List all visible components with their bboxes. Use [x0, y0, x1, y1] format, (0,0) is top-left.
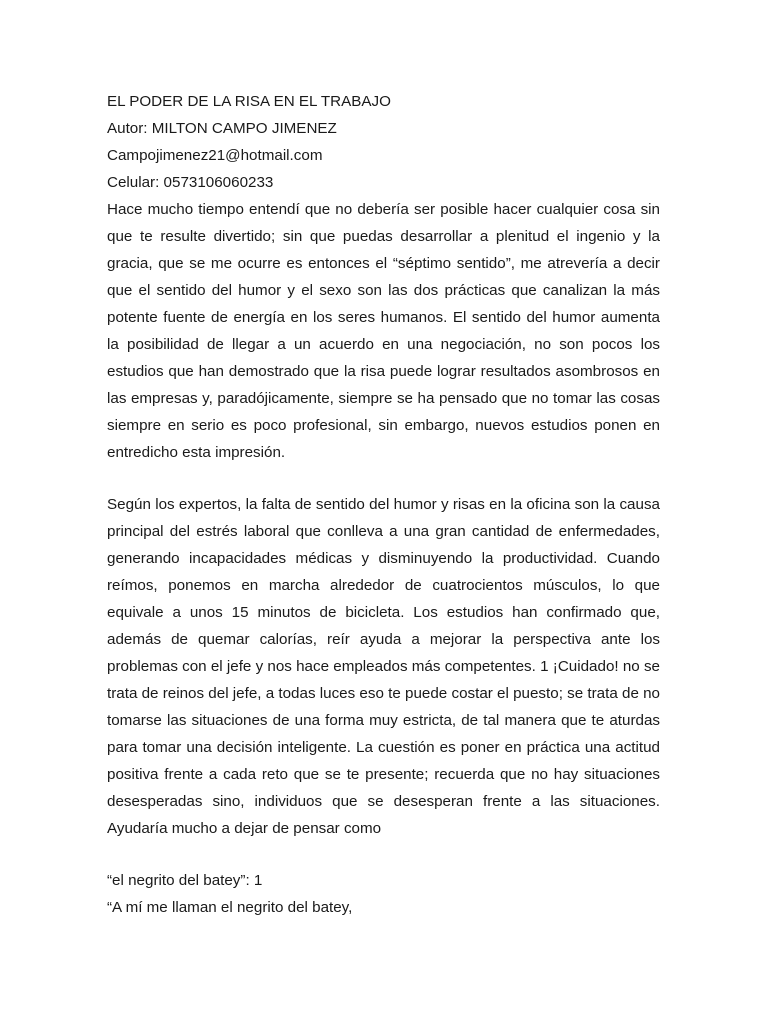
paragraph-1: Hace mucho tiempo entendí que no debería ser posible hacer cualquier cosa sin que te resulte divertido; sin que puedas desarrollar a plenitud el ingenio y la gracia, que se me ocurre es entonces el “séptimo sentido”, me atrevería a decir que el sentido del humor y el sexo son las dos prácticas que canalizan la más potente fuente de energía en los seres humanos. El sentido del humor aumenta la posibilidad de llegar a un acuerdo en una negociación, no son pocos los estudios que han demostrado que la risa puede lograr resultados asombrosos en las empresas y, paradójicamente, siempre se ha pensado que no tomar las cosas siempre en serio es poco profesional, sin embargo, nuevos estudios ponen en entredicho esta impresión. — [107, 201, 660, 461]
phone-line: Celular: 0573106060233 — [107, 174, 274, 191]
document-body — [107, 88, 660, 921]
email-line: Campojimenez21@hotmail.com — [107, 147, 323, 164]
quote-line-2: “A mí me llaman el negrito del batey, — [107, 899, 353, 916]
author-line: Autor: MILTON CAMPO JIMENEZ — [107, 120, 337, 137]
paragraph-spacer — [107, 842, 660, 867]
paragraph-2: Según los expertos, la falta de sentido del humor y risas en la oficina son la causa principal del estrés laboral que conlleva a una gran cantidad de enfermedades, generando incapacidades médicas y disminuyendo la productividad. Cuando reímos, ponemos en marcha alrededor de cuatrocientos músculos, lo que equivale a unos 15 minutos de bicicleta. Los estudios han confirmado que, además de quemar calorías, reír ayuda a mejorar la perspectiva ante los problemas con el jefe y nos hace empleados más competentes. 1 ¡Cuidado! no se trata de reinos del jefe, a todas luces eso te puede costar el puesto; se trata de no tomarse las situaciones de una forma muy estricta, de tal manera que te aturdas para tomar una decisión inteligente. La cuestión es poner en práctica una actitud positiva frente a cada reto que se te presente; recuerda que no hay situaciones desesperadas sino, individuos que se desesperan frente a las situaciones. Ayudaría mucho a dejar de pensar como — [107, 496, 661, 837]
quote-line-1: “el negrito del batey”: 1 — [107, 872, 263, 889]
paragraph-spacer — [107, 466, 660, 491]
document-title: EL PODER DE LA RISA EN EL TRABAJO — [107, 93, 391, 110]
